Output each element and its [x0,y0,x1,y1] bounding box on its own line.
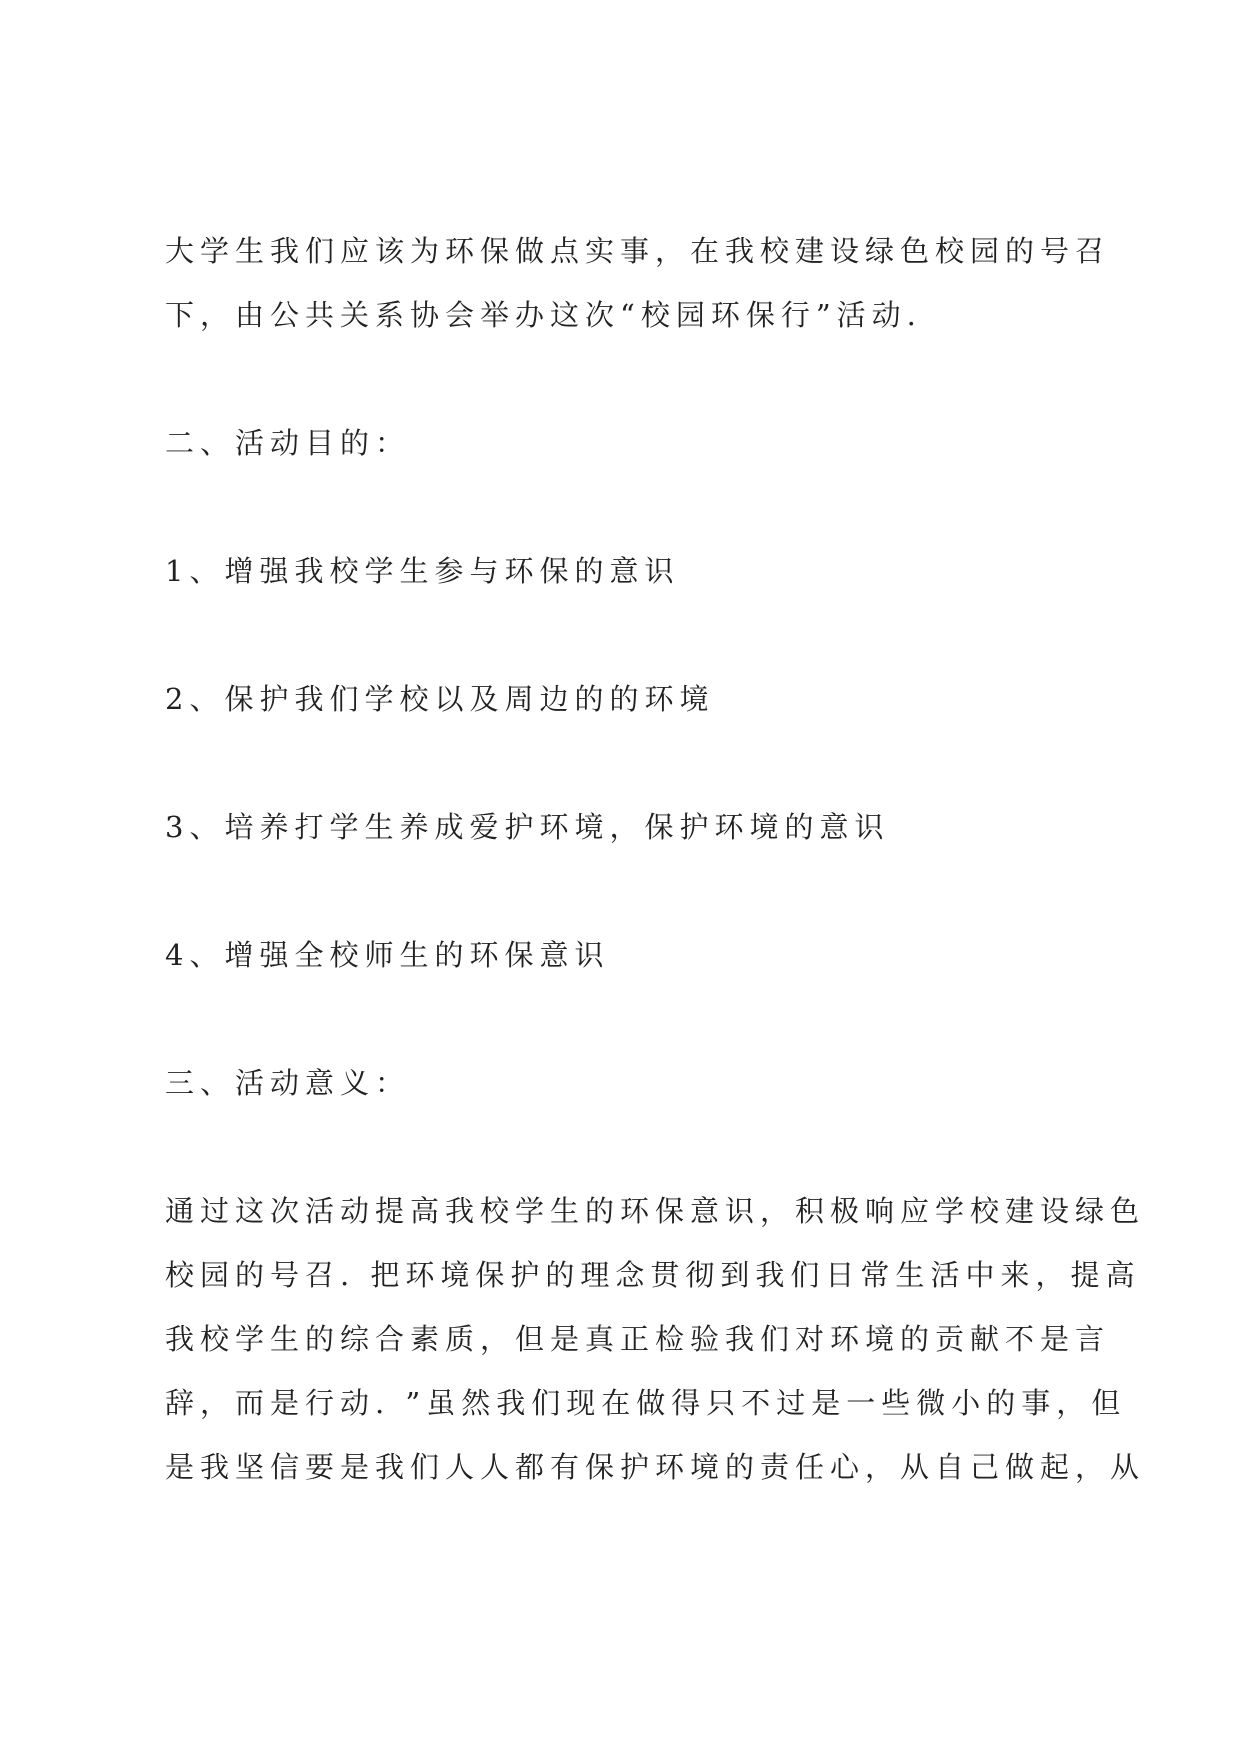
purpose-item-2: 2、保护我们学校以及周边的的环境 [165,682,715,716]
purpose-item-3: 3、培养打学生养成爱护环境，保护环境的意识 [165,810,890,844]
meaning-line-4: 辞，而是行动. ”虽然我们现在做得只不过是一些微小的事，但 [165,1386,1127,1420]
intro-line-2: 下，由公共关系协会举办这次“校园环保行”活动. [165,298,922,332]
meaning-line-5: 是我坚信要是我们人人都有保护环境的责任心，从自己做起，从 [165,1450,1146,1484]
meaning-heading: 三、活动意义： [165,1066,411,1100]
purpose-heading: 二、活动目的： [165,426,411,460]
meaning-line-3: 我校学生的综合素质，但是真正检验我们对环境的贡献不是言 [165,1322,1111,1356]
intro-line-1: 大学生我们应该为环保做点实事，在我校建设绿色校园的号召 [165,234,1111,268]
meaning-line-2: 校园的号召. 把环境保护的理念贯彻到我们日常生活中来，提高 [165,1258,1141,1292]
purpose-item-4: 4、增强全校师生的环保意识 [165,938,610,972]
purpose-item-1: 1、增强我校学生参与环保的意识 [165,554,680,588]
meaning-line-1: 通过这次活动提高我校学生的环保意识，积极响应学校建设绿色 [165,1194,1146,1228]
